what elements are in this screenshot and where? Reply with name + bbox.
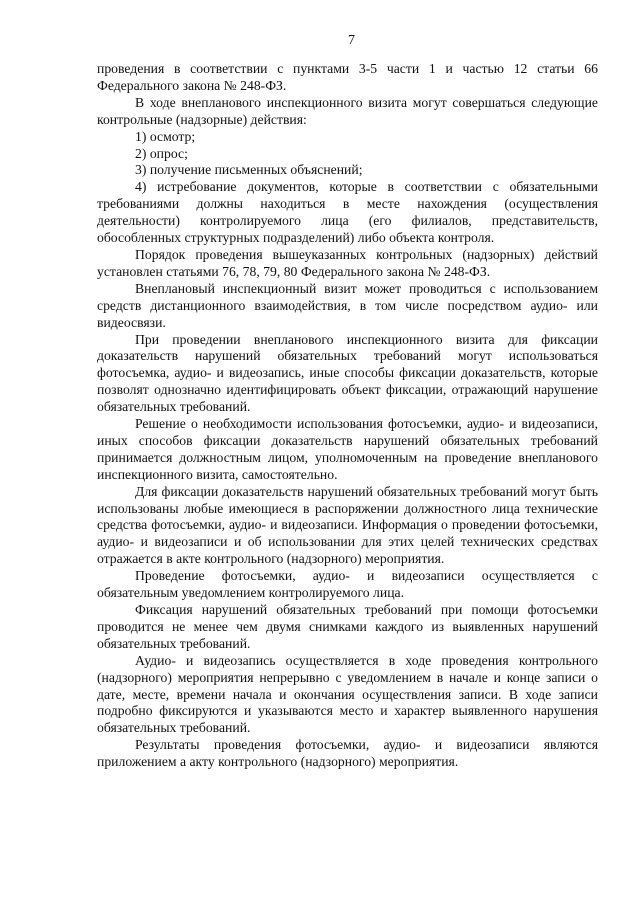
- paragraph-remote-interaction: Внеплановый инспекционный визит может проводиться с использованием средств дистанционного взаимодействия, в том числе посредством аудио- или видеосвязи.: [97, 280, 598, 330]
- paragraph-continuation: проведения в соответствии с пунктами 3-5 части 1 и частью 12 статьи 66 Федерального закона № 248-ФЗ.: [97, 61, 598, 93]
- paragraph-notification: Проведение фотосъемки, аудио- и видеозаписи осуществляется с обязательным уведомлением контролируемого лица.: [97, 568, 598, 601]
- paragraph-evidence-recording: При проведении внепланового инспекционного визита для фиксации доказательств нарушений обязательных требований могут использоваться фотосъемка, аудио- и видеозапись, иные способы фиксации доказательств, которые позволят однозначно идентифицировать объект фиксации, отражающий нарушение обязательных требований.: [97, 331, 598, 415]
- paragraph-decision: Решение о необходимости использования фотосъемки, аудио- и видеозаписи, иных способов фиксации доказательств нарушений обязательных требований принимается должностным лицом, уполномоченным на проведение внепланового инспекционного визита, самостоятельно.: [97, 416, 598, 482]
- paragraph-photo-fixation: Фиксация нарушений обязательных требований при помощи фотосъемки проводится не менее чем двумя снимками каждого из выявленных нарушений обязательных требований.: [97, 602, 598, 651]
- paragraph-results: Результаты проведения фотосъемки, аудио- и видеозаписи являются приложением а акту контрольного (надзорного) мероприятия.: [97, 737, 598, 770]
- list-item-inspection: 1) осмотр;: [135, 128, 196, 144]
- paragraph-inspection-actions: В ходе внепланового инспекционного визита могут совершаться следующие контрольные (надзорные) действия:: [97, 94, 598, 127]
- list-item-survey: 2) опрос;: [135, 145, 188, 161]
- document-body: [97, 61, 598, 771]
- paragraph-procedure: Порядок проведения вышеуказанных контрольных (надзорных) действий установлен статьями 76, 78, 79, 80 Федерального закона № 248-ФЗ.: [97, 246, 598, 279]
- paragraph-technical-means: Для фиксации доказательств нарушений обязательных требований могут быть использованы любые имеющиеся в распоряжении должностного лица технические средства фотосъемки, аудио- и видеозаписи. Информация о проведении фотосъемки, аудио- и видеозаписи и об использовании для этих целей технических средствах отражается в акте контрольного (надзорного) мероприятия.: [97, 483, 598, 567]
- list-item-written-explanations: 3) получение письменных объяснений;: [135, 162, 363, 178]
- paragraph-audio-video: Аудио- и видеозапись осуществляется в ходе проведения контрольного (надзорного) мероприятия непрерывно с уведомлением в начале и конце записи о дате, месте, времени начала и окончания осуществления записи. В ходе записи подробно фиксируются и указываются место и характер выявленного нарушения обязательных требований.: [97, 652, 598, 736]
- page-number: 7: [348, 33, 355, 48]
- list-item-document-request: 4) истребование документов, которые в соответствии с обязательными требованиями должны находиться в месте нахождения (осуществления деятельности) контролируемого лица (его филиалов, представительств, обособленных структурных подразделений) либо объекта контроля.: [97, 179, 598, 246]
